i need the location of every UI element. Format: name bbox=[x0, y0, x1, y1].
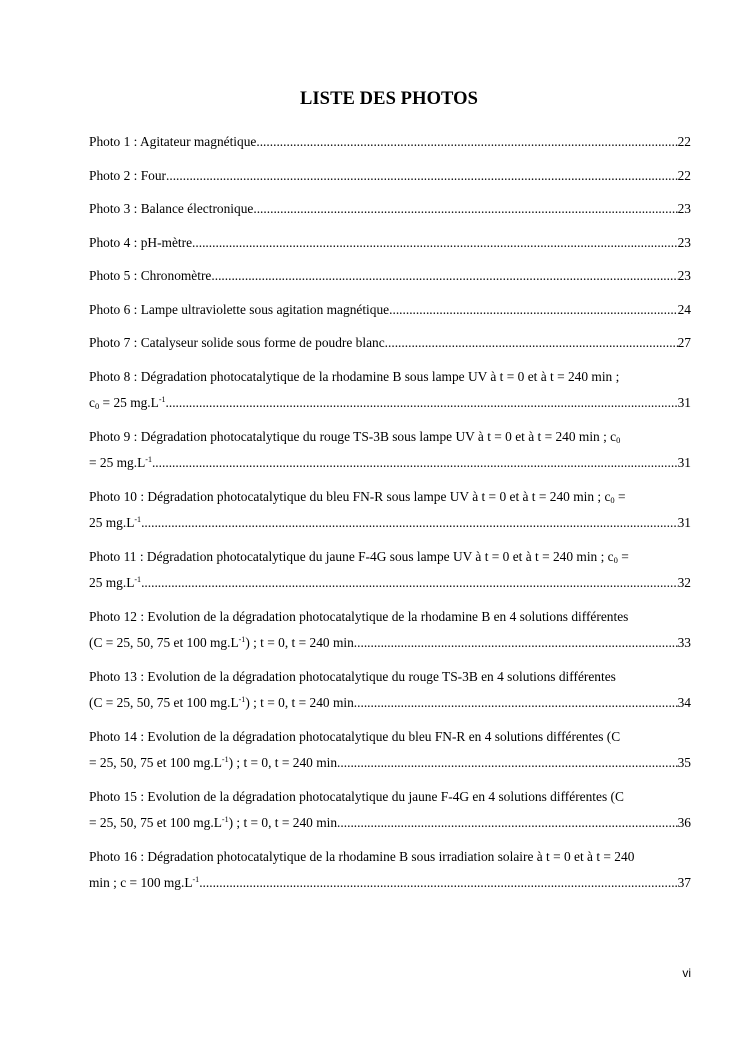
dot-leader bbox=[192, 230, 678, 257]
dot-leader bbox=[354, 630, 678, 657]
list-item-photo-13[interactable] bbox=[89, 664, 691, 717]
list-item-photo-10[interactable] bbox=[89, 484, 691, 537]
list-item-photo-15[interactable] bbox=[89, 784, 691, 837]
entry-continuation: 25 $mg.L^{-1}$ bbox=[89, 575, 142, 590]
dot-leader bbox=[152, 450, 678, 477]
list-item-photo-8[interactable] bbox=[89, 364, 691, 417]
entry-page: 24 bbox=[677, 301, 691, 317]
list-item-photo-4[interactable] bbox=[89, 230, 691, 257]
entry-page: 23 bbox=[677, 268, 691, 283]
entry-title: Photo 14 : Evolution de la dégradation photocatalytique du bleu FN-R en 4 solutions différentes (C bbox=[89, 728, 621, 744]
entry-continuation: = 25 $mg.L^{-1}$ bbox=[89, 455, 152, 470]
entry-page: 34 bbox=[677, 695, 691, 710]
entry-title: Photo 4 : pH-mètre bbox=[89, 234, 193, 250]
list-item-photo-1[interactable] bbox=[89, 129, 691, 156]
entry-page: 35 bbox=[677, 755, 691, 770]
list-item-photo-5[interactable] bbox=[89, 263, 691, 290]
entry-title: Photo 2 : Four bbox=[89, 167, 167, 183]
entry-continuation: = 25, 50, 75 et 100 $mg.L^{-1}$) ; t = 0, t = 240 min bbox=[89, 755, 338, 770]
entry-continuation: (C = 25, 50, 75 et 100 $mg.L^{-1}$) ; t = 0, t = 240 min bbox=[89, 635, 354, 650]
list-item-photo-3[interactable] bbox=[89, 196, 691, 223]
dot-leader bbox=[166, 163, 678, 190]
photo-list bbox=[89, 129, 691, 904]
dot-leader bbox=[141, 570, 678, 597]
entry-title: Photo 3 : Balance électronique bbox=[89, 201, 254, 216]
dot-leader bbox=[385, 330, 678, 357]
dot-leader bbox=[199, 870, 677, 897]
list-item-photo-12[interactable] bbox=[89, 604, 691, 657]
dot-leader bbox=[337, 750, 678, 777]
entry-title: Photo 16 : Dégradation photocatalytique de la rhodamine B sous irradiation solaire à t = 0 et à t = 240 bbox=[89, 848, 635, 864]
dot-leader bbox=[141, 510, 678, 537]
entry-title: Photo 13 : Evolution de la dégradation photocatalytique du rouge TS-3B en 4 solutions différentes bbox=[89, 668, 616, 684]
list-item-photo-7[interactable] bbox=[89, 330, 691, 357]
entry-title: Photo 6 : Lampe ultraviolette sous agitation magnétique bbox=[89, 301, 390, 317]
entry-title: Photo 15 : Evolution de la dégradation photocatalytique du jaune F-4G en 4 solutions différentes (C bbox=[89, 788, 624, 804]
dot-leader bbox=[256, 129, 677, 156]
entry-continuation: (C = 25, 50, 75 et 100 $mg.L^{-1}$) ; t = 0, t = 240 min bbox=[89, 695, 354, 710]
list-item-photo-2[interactable] bbox=[89, 163, 691, 190]
list-item-photo-6[interactable] bbox=[89, 297, 691, 324]
dot-leader bbox=[211, 263, 677, 290]
entry-page: 22 bbox=[677, 134, 691, 149]
page-number: vi bbox=[682, 966, 691, 980]
entry-title: Photo 1 : Agitateur magnétique bbox=[89, 134, 257, 149]
entry-page: 27 bbox=[677, 335, 691, 350]
list-item-photo-9[interactable] bbox=[89, 424, 691, 477]
entry-title: Photo 5 : Chronomètre bbox=[89, 268, 212, 283]
entry-title: Photo 7 : Catalyseur solide sous forme de poudre blanc bbox=[89, 335, 385, 350]
entry-continuation: $c_0 = 25$ $mg.L^{-1}$ bbox=[89, 395, 166, 411]
entry-page: 23 bbox=[677, 201, 691, 216]
entry-page: 32 bbox=[677, 575, 691, 590]
entry-page: 31 bbox=[677, 515, 691, 530]
dot-leader bbox=[337, 810, 678, 837]
entry-continuation: min ; c = 100 $mg.L^{-1}$ bbox=[89, 875, 200, 890]
dot-leader bbox=[354, 690, 678, 717]
list-item-photo-14[interactable] bbox=[89, 724, 691, 777]
list-item-photo-11[interactable] bbox=[89, 544, 691, 597]
entry-title: Photo 8 : Dégradation photocatalytique de la rhodamine B sous lampe UV à t = 0 et à t = 240 min ; bbox=[89, 368, 620, 384]
entry-title: Photo 10 : Dégradation photocatalytique du bleu FN-R sous lampe UV à t = 0 et à t = 240 min ; $c_0$ = bbox=[89, 488, 626, 505]
dot-leader bbox=[253, 196, 677, 223]
dot-leader bbox=[389, 297, 677, 324]
entry-continuation: 25 $mg.L^{-1}$ bbox=[89, 515, 142, 530]
dot-leader bbox=[166, 390, 678, 417]
list-item-photo-16[interactable] bbox=[89, 844, 691, 897]
entry-page: 22 bbox=[677, 167, 691, 183]
entry-continuation: = 25, 50, 75 et 100 $mg.L^{-1}$) ; t = 0, t = 240 min bbox=[89, 815, 338, 830]
entry-page: 36 bbox=[677, 815, 691, 830]
entry-page: 23 bbox=[677, 234, 691, 250]
entry-title: Photo 12 : Evolution de la dégradation photocatalytique de la rhodamine B en 4 solutions différentes bbox=[89, 608, 629, 624]
page-title: LISTE DES PHOTOS bbox=[299, 89, 479, 109]
entry-title: Photo 9 : Dégradation photocatalytique du rouge TS-3B sous lampe UV à t = 0 et à t = 240 min ; $c_0$ bbox=[89, 428, 621, 445]
entry-page: 31 bbox=[677, 455, 691, 470]
entry-page: 31 bbox=[677, 395, 691, 410]
entry-title: Photo 11 : Dégradation photocatalytique du jaune F-4G sous lampe UV à t = 0 et à t = 240 min ; $c_0$ = bbox=[89, 548, 629, 565]
entry-page: 33 bbox=[677, 635, 691, 650]
entry-page: 37 bbox=[677, 875, 691, 890]
